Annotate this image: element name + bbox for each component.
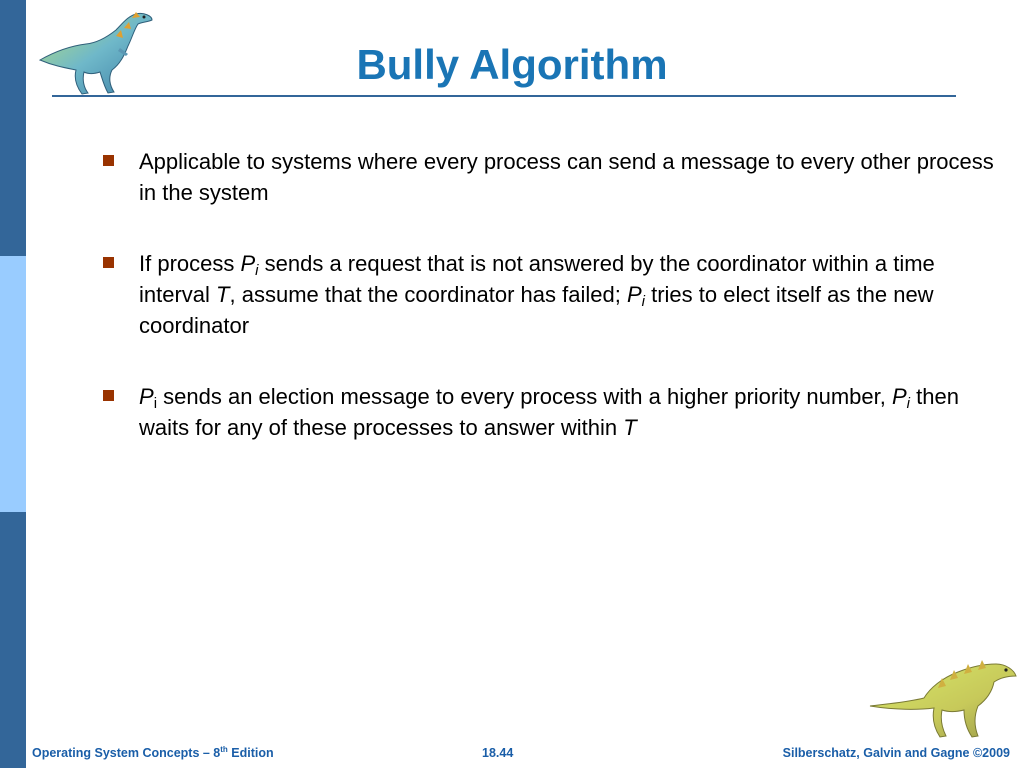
bullet-item [100, 248, 1000, 341]
dinosaur-bottom-icon [868, 658, 1018, 740]
dinosaur-top-icon [36, 8, 156, 96]
bullet-marker [103, 390, 114, 401]
side-strip-middle [0, 256, 26, 512]
side-strip-bottom [0, 512, 26, 768]
title-divider [52, 95, 956, 97]
footer-book-title: Operating System Concepts – 8th Edition [32, 745, 274, 760]
bullet-marker [103, 257, 114, 268]
bullet-item [100, 381, 1000, 443]
side-strip [0, 0, 26, 768]
bullet-text: If process $P_i$ sends a request that is not answered by the coordinator within a time interval T, assume that the coordinator has failed; $P_i$ tries to elect itself as the new coordinator [139, 251, 935, 338]
footer-slide-number: 18.44 [482, 746, 514, 760]
bullet-text: Applicable to systems where every process can send a message to every other process in the system [139, 149, 994, 205]
footer-copyright: Silberschatz, Galvin and Gagne ©2009 [782, 746, 1010, 760]
side-strip-top [0, 0, 26, 256]
slide-title: Bully Algorithm [356, 41, 668, 88]
bullet-marker [103, 155, 114, 166]
bullet-text: $P_i$ sends an election message to every process with a higher priority number, $P_i$ then waits for any of these processes to answer within T [139, 384, 959, 440]
bullet-item [100, 146, 1000, 208]
bullet-list [100, 146, 1000, 483]
